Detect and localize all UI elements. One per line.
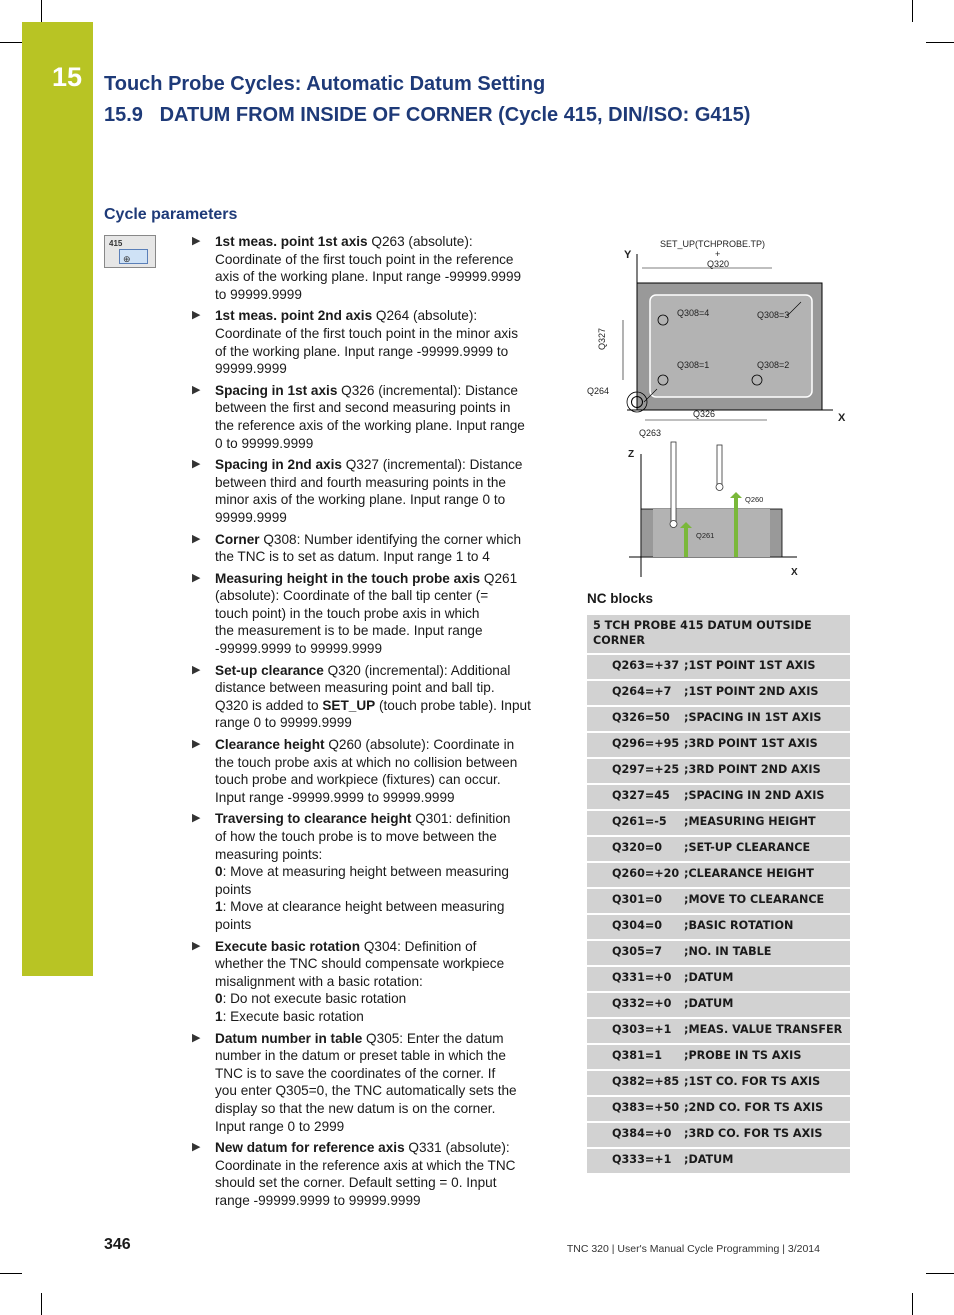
parameter-item bbox=[192, 570, 556, 658]
nc-parameter: Q320=0 bbox=[587, 836, 684, 862]
bullet-arrow-icon: ▶ bbox=[192, 532, 201, 545]
parameter-name: New datum for reference axis bbox=[215, 1140, 405, 1156]
parameter-text: Q264 (absolute): bbox=[372, 308, 478, 324]
nc-parameter: Q304=0 bbox=[587, 914, 684, 940]
parameter-name: Measuring height in the touch probe axis bbox=[215, 570, 481, 586]
parameter-text: Q320 is added to SET_UP (touch probe table). Input bbox=[215, 697, 531, 713]
parameter-text: Coordinate in the reference axis at which the TNC bbox=[215, 1157, 516, 1173]
parameter-text: Q304: Definition of bbox=[360, 938, 477, 954]
parameter-text: misalignment with a basic rotation: bbox=[215, 973, 423, 989]
parameter-text: Q320 (incremental): Additional bbox=[323, 662, 511, 678]
table-row bbox=[587, 732, 850, 758]
nc-parameter: Q383=+50 bbox=[587, 1096, 684, 1122]
nc-table-header bbox=[587, 615, 850, 654]
parameter-item bbox=[192, 662, 556, 732]
parameter-name: Set-up clearance bbox=[215, 662, 324, 678]
parameter-item bbox=[192, 382, 556, 452]
parameter-item bbox=[192, 1139, 556, 1209]
table-row bbox=[587, 1148, 850, 1174]
nc-parameter: Q297=+25 bbox=[587, 758, 684, 784]
nc-comment: ;MEASURING HEIGHT bbox=[684, 810, 850, 836]
parameter-text: touch probe and workpiece (fixtures) can occur. bbox=[215, 772, 501, 788]
parameter-text: points bbox=[215, 881, 252, 897]
nc-parameter: Q384=+0 bbox=[587, 1122, 684, 1148]
corner-4-label: Q308=4 bbox=[677, 308, 710, 318]
page-title: Touch Probe Cycles: Automatic Datum Setting bbox=[104, 73, 546, 95]
table-row bbox=[587, 1018, 850, 1044]
parameter-text: TNC is to save the coordinates of the corner. If bbox=[215, 1065, 496, 1081]
parameter-text: measuring points: bbox=[215, 846, 323, 862]
bullet-arrow-icon: ▶ bbox=[192, 571, 201, 584]
cycle-icon-label: 415 bbox=[109, 239, 123, 248]
nc-parameter: Q327=45 bbox=[587, 784, 684, 810]
parameter-name: 1st meas. point 1st axis bbox=[215, 234, 368, 249]
table-row bbox=[587, 966, 850, 992]
nc-comment: ;NO. IN TABLE bbox=[684, 940, 850, 966]
nc-parameter: Q381=1 bbox=[587, 1044, 684, 1070]
nc-parameter: Q261=-5 bbox=[587, 810, 684, 836]
corner-2-label: Q308=2 bbox=[757, 360, 790, 370]
nc-parameter: Q326=50 bbox=[587, 706, 684, 732]
nc-comment: ;SPACING IN 2ND AXIS bbox=[684, 784, 850, 810]
bullet-arrow-icon: ▶ bbox=[192, 939, 201, 952]
parameter-text: distance between measuring point and ball tip. bbox=[215, 680, 495, 696]
crop-mark bbox=[926, 42, 954, 43]
parameter-text: the touch probe axis at which no collision between bbox=[215, 754, 518, 770]
crop-mark bbox=[41, 0, 42, 22]
crop-mark bbox=[912, 0, 913, 22]
parameter-text: whether the TNC should compensate workpiece bbox=[215, 956, 505, 972]
parameter-item bbox=[192, 233, 556, 303]
parameter-text: axis of the working plane. Input range -99999.9999 bbox=[215, 269, 522, 285]
parameter-text: touch point) in the touch probe axis in which bbox=[215, 605, 480, 621]
nc-parameter: Q296=+95 bbox=[587, 732, 684, 758]
parameter-text: number in the datum or preset table in which the bbox=[215, 1048, 506, 1064]
parameter-item bbox=[192, 1030, 556, 1136]
nc-blocks-table bbox=[587, 615, 850, 1175]
parameter-text: Q308: Number identifying the corner which bbox=[259, 531, 522, 547]
parameter-text: minor axis of the working plane. Input range 0 to bbox=[215, 492, 506, 508]
nc-comment: ;3RD CO. FOR TS AXIS bbox=[684, 1122, 850, 1148]
bullet-arrow-icon: ▶ bbox=[192, 235, 201, 247]
nc-comment: ;BASIC ROTATION bbox=[684, 914, 850, 940]
parameter-item bbox=[192, 456, 556, 526]
table-row bbox=[587, 680, 850, 706]
parameter-name: Spacing in 1st axis bbox=[215, 382, 338, 398]
bullet-arrow-icon: ▶ bbox=[192, 383, 201, 396]
bullet-arrow-icon: ▶ bbox=[192, 458, 201, 471]
crop-mark bbox=[0, 1273, 22, 1274]
bullet-arrow-icon: ▶ bbox=[192, 812, 201, 825]
cycle-parameters-title: Cycle parameters bbox=[104, 206, 238, 223]
plus-label: + bbox=[715, 249, 721, 259]
nc-comment: ;CLEARANCE HEIGHT bbox=[684, 862, 850, 888]
parameter-item bbox=[192, 531, 556, 566]
q320-label: Q320 bbox=[707, 259, 730, 269]
parameter-text: range -99999.9999 to 99999.9999 bbox=[215, 1192, 421, 1208]
nc-parameter: Q263=+37 bbox=[587, 654, 684, 680]
parameter-text: should set the corner. Default setting = 0. Input bbox=[215, 1175, 497, 1191]
section-heading: 15.9 DATUM FROM INSIDE OF CORNER (Cycle 415, DIN/ISO: G415) bbox=[104, 104, 751, 126]
nc-comment: ;DATUM bbox=[684, 1148, 850, 1174]
parameter-item bbox=[192, 938, 556, 1026]
parameter-text: the measurement is to be made. Input range bbox=[215, 623, 483, 639]
corner-1-label: Q308=1 bbox=[677, 360, 710, 370]
parameter-text: Q263 (absolute): bbox=[367, 234, 473, 249]
parameter-item bbox=[192, 736, 556, 806]
nc-comment: ;1ST POINT 1ST AXIS bbox=[684, 654, 850, 680]
corner-3-label: Q308=3 bbox=[757, 310, 790, 320]
parameter-text: -99999.9999 to 99999.9999 bbox=[215, 641, 383, 657]
z-axis-label: Z bbox=[628, 449, 635, 460]
parameter-text: you enter Q305=0, the TNC automatically sets the bbox=[215, 1083, 517, 1099]
table-row bbox=[587, 810, 850, 836]
crop-mark bbox=[41, 1293, 42, 1315]
parameter-text: 0 to 99999.9999 bbox=[215, 435, 314, 451]
nc-comment: ;MOVE TO CLEARANCE bbox=[684, 888, 850, 914]
table-row bbox=[587, 992, 850, 1018]
parameter-text: Q261 bbox=[480, 570, 518, 586]
parameter-text: the reference axis of the working plane. Input range bbox=[215, 417, 525, 433]
table-row bbox=[587, 654, 850, 680]
crop-mark bbox=[912, 1293, 913, 1315]
nc-parameter: Q264=+7 bbox=[587, 680, 684, 706]
x-axis-label: X bbox=[838, 412, 846, 424]
table-row bbox=[587, 914, 850, 940]
table-row bbox=[587, 1096, 850, 1122]
nc-comment: ;DATUM bbox=[684, 992, 850, 1018]
probe-stylus-right bbox=[717, 445, 722, 485]
nc-header-line-2: CORNER bbox=[593, 634, 645, 647]
setup-label: SET_UP(TCHPROBE.TP) bbox=[660, 239, 766, 249]
y-axis-label: Y bbox=[624, 249, 632, 261]
nc-parameter: Q382=+85 bbox=[587, 1070, 684, 1096]
parameter-text: 1: Move at clearance height between measuring bbox=[215, 899, 505, 915]
crop-mark bbox=[0, 42, 22, 43]
parameter-text: Coordinate of the first touch point in the reference bbox=[215, 251, 514, 267]
parameter-name: Clearance height bbox=[215, 737, 325, 753]
parameter-text: Q301: definition bbox=[411, 811, 511, 827]
parameter-text: Input range -99999.9999 to 99999.9999 bbox=[215, 789, 455, 805]
nc-parameter: Q305=7 bbox=[587, 940, 684, 966]
nc-header-line-1: 5 TCH PROBE 415 DATUM OUTSIDE bbox=[593, 619, 812, 632]
nc-comment: ;SET-UP CLEARANCE bbox=[684, 836, 850, 862]
nc-comment: ;PROBE IN TS AXIS bbox=[684, 1044, 850, 1070]
x-axis-label-side: X bbox=[791, 567, 798, 578]
parameter-text: 0: Move at measuring height between measuring bbox=[215, 864, 509, 880]
table-row bbox=[587, 784, 850, 810]
table-row bbox=[587, 1044, 850, 1070]
parameter-text: to 99999.9999 bbox=[215, 286, 302, 302]
parameter-text: the TNC is to set as datum. Input range 1 to 4 bbox=[215, 549, 490, 565]
cycle-415-icon bbox=[104, 235, 156, 268]
parameter-text: Q326 (incremental): Distance bbox=[337, 382, 518, 398]
parameter-text: Q260 (absolute): Coordinate in bbox=[324, 737, 515, 753]
page-footer: TNC 320 | User's Manual Cycle Programming | 3/2014 bbox=[566, 1243, 820, 1255]
parameter-name: Traversing to clearance height bbox=[215, 811, 412, 827]
q263-label: Q263 bbox=[639, 428, 662, 438]
table-row bbox=[587, 940, 850, 966]
parameter-text: 99999.9999 bbox=[215, 361, 287, 377]
cursor-icon: ⊕ bbox=[123, 254, 131, 264]
parameter-name: 1st meas. point 2nd axis bbox=[215, 308, 373, 324]
nc-comment: ;3RD POINT 1ST AXIS bbox=[684, 732, 850, 758]
nc-comment: ;3RD POINT 2ND AXIS bbox=[684, 758, 850, 784]
nc-comment: ;MEAS. VALUE TRANSFER bbox=[684, 1018, 850, 1044]
q327-label: Q327 bbox=[597, 327, 607, 350]
table-row bbox=[587, 836, 850, 862]
nc-parameter: Q332=+0 bbox=[587, 992, 684, 1018]
parameter-text: range 0 to 99999.9999 bbox=[215, 715, 352, 731]
parameter-text: 0: Do not execute basic rotation bbox=[215, 991, 407, 1007]
parameter-text: 1: Execute basic rotation bbox=[215, 1008, 364, 1024]
parameter-text: Q327 (incremental): Distance bbox=[341, 457, 523, 473]
nc-comment: ;2ND CO. FOR TS AXIS bbox=[684, 1096, 850, 1122]
nc-comment: ;1ST CO. FOR TS AXIS bbox=[684, 1070, 850, 1096]
parameter-text: Input range 0 to 2999 bbox=[215, 1118, 345, 1134]
parameter-text: between third and fourth measuring points in the bbox=[215, 474, 506, 490]
parameter-text: of the working plane. Input range -99999.9999 to bbox=[215, 343, 509, 359]
parameter-text: Coordinate of the first touch point in the minor axis bbox=[215, 325, 518, 341]
bullet-arrow-icon: ▶ bbox=[192, 738, 201, 751]
probe-stylus-left bbox=[671, 442, 676, 522]
parameter-text: points bbox=[215, 916, 252, 932]
table-row bbox=[587, 1070, 850, 1096]
crop-mark bbox=[926, 1273, 954, 1274]
table-row bbox=[587, 758, 850, 784]
parameter-text: Q331 (absolute): bbox=[404, 1140, 510, 1156]
bullet-arrow-icon: ▶ bbox=[192, 663, 201, 676]
nc-blocks-title: NC blocks bbox=[587, 591, 654, 606]
parameter-list bbox=[192, 233, 556, 1213]
parameter-name: Spacing in 2nd axis bbox=[215, 457, 342, 473]
q260-label: Q260 bbox=[745, 495, 764, 504]
chapter-sidebar bbox=[22, 22, 93, 976]
parameter-text: (absolute): Coordinate of the ball tip center (= bbox=[215, 588, 489, 604]
parameter-item bbox=[192, 810, 556, 933]
parameter-item bbox=[192, 307, 556, 377]
table-row bbox=[587, 706, 850, 732]
bullet-arrow-icon: ▶ bbox=[192, 1031, 201, 1044]
parameter-name: Execute basic rotation bbox=[215, 938, 361, 954]
nc-parameter: Q260=+20 bbox=[587, 862, 684, 888]
chapter-number: 15 bbox=[52, 62, 83, 92]
parameter-text: display so that the new datum is on the corner. bbox=[215, 1100, 496, 1116]
page-number: 346 bbox=[104, 1236, 131, 1253]
parameter-text: between the first and second measuring points in bbox=[215, 400, 511, 416]
q261-label: Q261 bbox=[696, 531, 715, 540]
parameter-text: Q305: Enter the datum bbox=[362, 1030, 504, 1046]
q326-label: Q326 bbox=[693, 409, 716, 419]
nc-parameter: Q333=+1 bbox=[587, 1148, 684, 1174]
corner-diagram bbox=[587, 232, 857, 582]
parameter-text: 99999.9999 bbox=[215, 509, 287, 525]
nc-comment: ;DATUM bbox=[684, 966, 850, 992]
parameter-text: of how the touch probe is to move between the bbox=[215, 829, 497, 844]
bullet-arrow-icon: ▶ bbox=[192, 1141, 201, 1154]
q264-label: Q264 bbox=[587, 386, 610, 396]
bullet-arrow-icon: ▶ bbox=[192, 309, 201, 322]
table-row bbox=[587, 1122, 850, 1148]
parameter-name: Datum number in table bbox=[215, 1030, 363, 1046]
nc-parameter: Q301=0 bbox=[587, 888, 684, 914]
nc-comment: ;1ST POINT 2ND AXIS bbox=[684, 680, 850, 706]
nc-parameter: Q331=+0 bbox=[587, 966, 684, 992]
table-row bbox=[587, 888, 850, 914]
table-row bbox=[587, 862, 850, 888]
nc-parameter: Q303=+1 bbox=[587, 1018, 684, 1044]
nc-comment: ;SPACING IN 1ST AXIS bbox=[684, 706, 850, 732]
parameter-name: Corner bbox=[215, 531, 260, 547]
